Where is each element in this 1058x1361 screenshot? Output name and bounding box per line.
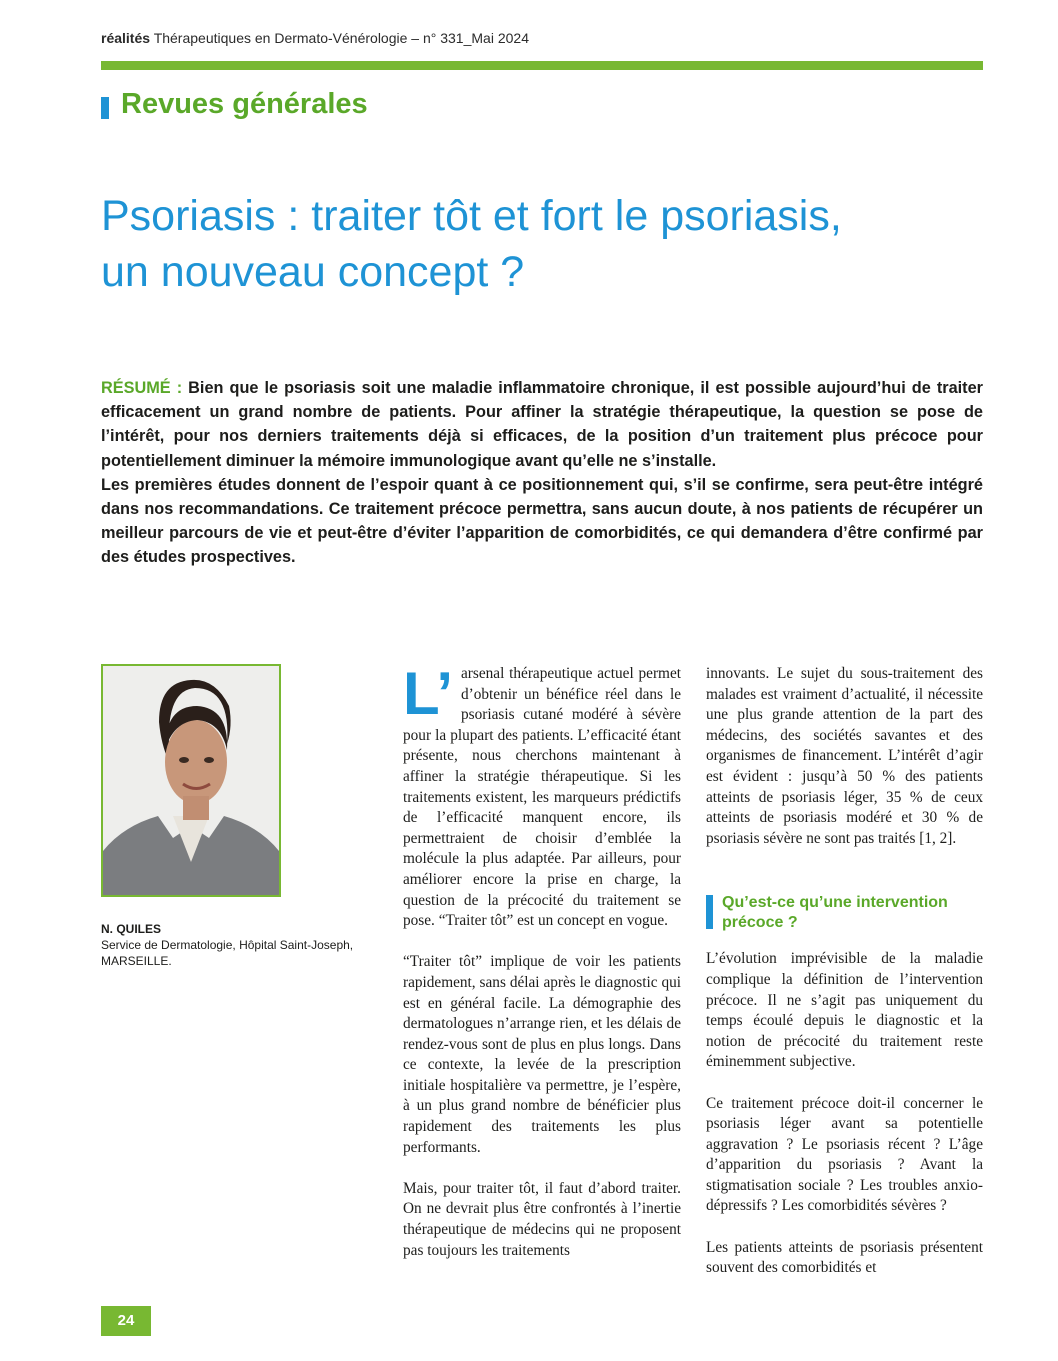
body-column-3 [706, 664, 983, 1299]
journal-brand: réalités [101, 30, 151, 46]
author-block [101, 921, 353, 969]
subheading-line-2: précoce ? [722, 914, 798, 932]
article-title-line-2: un nouveau concept ? [101, 248, 525, 296]
page-number: 24 [101, 1306, 151, 1336]
author-city: MARSEILLE. [101, 954, 172, 968]
article-title [101, 188, 1001, 300]
article-title-line-1: Psoriasis : traiter tôt et fort le psoriasis, [101, 192, 842, 240]
section-marker [101, 97, 109, 119]
running-head [101, 30, 529, 46]
body-column-2 [403, 660, 681, 1282]
journal-issue: Thérapeutiques en Dermato-Vénérologie – n° 331_Mai 2024 [153, 30, 529, 46]
body-paragraph: L’évolution imprévisible de la maladie complique la définition de l’intervention précoce. Il ne s’agit pas uniquement du temps écoulé depuis le diagnostic et la notion de précocité du traitement reste éminemment subjective. [706, 950, 983, 1071]
body-paragraph: Mais, pour traiter tôt, il faut d’abord traiter. On ne devrait plus être confrontés à l’inertie thérapeutique de médecins qui ne proposent pas toujours les traitements [403, 1179, 681, 1259]
section-title: Revues générales [121, 88, 368, 120]
body-paragraph: “Traiter tôt” implique de voir les patients rapidement, sans délai après le diagnostic qui est en général facile. La démographie des dermatologues n’arrange rien, et les délais de rendez-vous sont de plus en plus longs. Dans ce contexte, la levée de la prescription initiale hospitalière va permettre, je l’espère, à un plus grand nombre de bénéficier plus rapidement des traitements les plus performants. [403, 953, 681, 1156]
header-rule [101, 61, 983, 70]
abstract [101, 376, 983, 570]
abstract-label: RÉSUMÉ : [101, 379, 183, 397]
body-paragraph: Les patients atteints de psoriasis présentent souvent des comorbidités et [706, 1238, 983, 1277]
abstract-text-1: Bien que le psoriasis soit une maladie inflammatoire chronique, il est possible aujourd’hui de traiter efficacement un grand nombre de patients. Pour affiner la stratégie thérapeutique, la question se pose de l’intérêt, pour nos derniers traitements déjà si efficaces, de la position d’un traitement plus précoce pour potentiellement diminuer la mémoire immunologique avant qu’elle ne s’installe. [101, 379, 983, 470]
drop-cap: L’ [403, 660, 454, 727]
author-portrait-image [103, 666, 279, 895]
author-photo [101, 664, 281, 897]
body-paragraph-1-text: arsenal thérapeutique actuel permet d’obtenir un bénéfice réel dans le psoriasis cutané modéré à sévère pour la plupart des patients. L’efficacité étant présente, nous cherchons maintenant à affiner la stratégie thérapeutique. Si les traitements existent, les marqueurs prédictifs de l’efficacité manquent encore, ils permettraient de choisir d’emblée la molécule la plus adaptée. Par ailleurs, pour améliorer encore la prise en charge, la question de la précocité du traitement se pose. “Traiter tôt” est un concept en vogue. [403, 665, 681, 930]
body-paragraph: innovants. Le sujet du sous-traitement des malades est vraiment d’actualité, il nécessite une plus grande attention de la part des médecins, des sociétés savantes et des organismes de financement. L’intérêt d’agir est évident : jusqu’à 50 % des patients atteints de psoriasis léger, 35 % de ceux atteints de psoriasis modéré et 30 % de psoriasis sévère ne sont pas traités [1, 2]. [706, 665, 983, 847]
abstract-paragraph-2: Les premières études donnent de l’espoir quant à ce positionnement qui, s’il se confirme, sera peut-être intégré dans nos recommandations. Ce traitement précoce permettra, sans aucun doute, à nos patients de récupérer un meilleur parcours de vie et peut-être d’éviter l’apparition de comorbidités, ce qui demandera d’être confirmé par des études prospectives. [101, 475, 983, 567]
body-paragraph [403, 660, 681, 932]
author-affiliation: Service de Dermatologie, Hôpital Saint-Joseph, [101, 938, 354, 952]
abstract-paragraph-1 [101, 376, 983, 473]
subheading [706, 893, 983, 933]
subheading-line-1: Qu’est-ce qu’une intervention [722, 894, 948, 912]
body-paragraph: Ce traitement précoce doit-il concerner le psoriasis léger avant sa potentielle aggravation ? Le psoriasis récent ? L’âge d’apparition du psoriasis ? Avant la stigmatisation sociale ? Les troubles anxio-dépressifs ? Les comorbidités sévères ? [706, 1094, 983, 1215]
subheading-marker [706, 895, 713, 929]
author-name: N. QUILES [101, 922, 162, 936]
